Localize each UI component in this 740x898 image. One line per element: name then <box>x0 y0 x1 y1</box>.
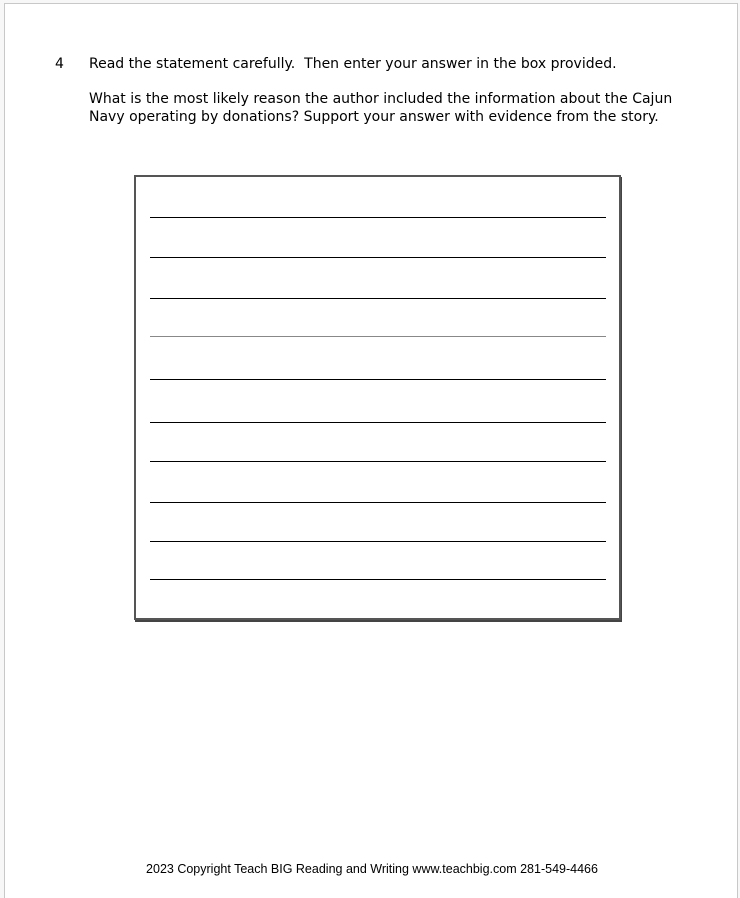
answer-line-8[interactable] <box>150 502 606 503</box>
answer-line-6[interactable] <box>150 422 606 423</box>
answer-line-4[interactable] <box>150 336 606 337</box>
answer-line-3[interactable] <box>150 298 606 299</box>
answer-line-1[interactable] <box>150 217 606 218</box>
question-number: 4 <box>55 56 64 72</box>
answer-box[interactable] <box>134 175 621 620</box>
answer-line-2[interactable] <box>150 257 606 258</box>
copyright-footer: 2023 Copyright Teach BIG Reading and Writing www.teachbig.com 281-549-4466 <box>146 862 598 876</box>
answer-line-5[interactable] <box>150 379 606 380</box>
question-instruction: Read the statement carefully. Then enter your answer in the box provided. <box>89 56 617 72</box>
answer-line-10[interactable] <box>150 579 606 580</box>
question-prompt: What is the most likely reason the author included the information about the Cajun Navy operating by donations? Support your answer with evidence from the story. <box>89 91 673 125</box>
answer-line-9[interactable] <box>150 541 606 542</box>
answer-line-7[interactable] <box>150 461 606 462</box>
document-page <box>4 3 738 898</box>
